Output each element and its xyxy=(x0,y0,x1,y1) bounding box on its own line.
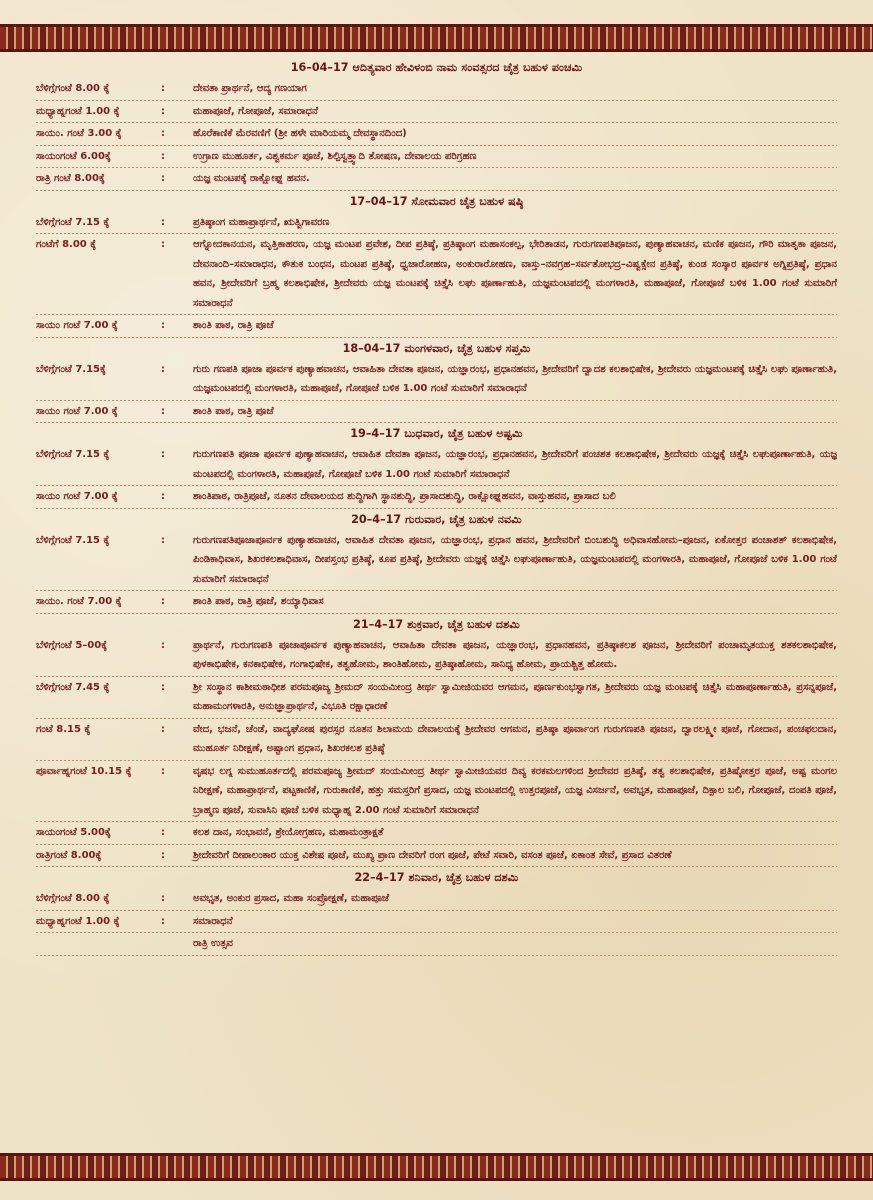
row-description: ಕಲಶ ದಾನ, ಸಂಭಾವನೆ, ಶ್ರೇಯೋಗ್ರಹಣ, ಮಹಾಮಂತ್ರಾಕ್ಷತೆ xyxy=(193,827,384,838)
row-time: ಮಧ್ಯಾಹ್ನಗಂಟೆ 1.00 ಕ್ಕೆ xyxy=(36,105,120,117)
row-separator: : xyxy=(161,216,165,228)
dotted-rule xyxy=(36,314,837,315)
schedule-row xyxy=(36,823,837,843)
schedule-row xyxy=(36,102,837,122)
row-description: ಪ್ರತಿಷ್ಠಾಂಗ ಮಹಾಪ್ರಾರ್ಥನೆ, ಋತ್ವಿಗಾವರಣ xyxy=(193,216,330,228)
row-separator: : xyxy=(161,405,165,417)
row-description: ಯಜ್ಞ ಮಂಟಪಕ್ಕೆ ರಾಕ್ಷೋಘ್ನ ಹವನ. xyxy=(193,173,310,184)
row-description: ಮಹಾಪೂಜೆ, ಗೋಪೂಜೆ, ಸಮಾರಾಧನೆ xyxy=(193,105,318,117)
row-time: ಬೆಳಿಗ್ಗೆಗಂಟೆ 5–00ಕ್ಕೆ xyxy=(36,639,108,651)
day-title: 19–4–17 ಬುಧವಾರ, ಚೈತ್ರ ಬಹುಳ ಅಷ್ಟಮಿ xyxy=(350,427,523,440)
row-separator: : xyxy=(161,128,165,139)
row-description: ಶಾಂತಿ ಪಾಠ, ರಾತ್ರಿ ಪೂಜೆ xyxy=(193,320,274,331)
schedule-row xyxy=(36,636,837,675)
row-separator: : xyxy=(161,681,165,693)
row-time: ಬೆಳಿಗ್ಗೆಗಂಟೆ 7.15 ಕ್ಕೆ xyxy=(36,216,110,228)
dotted-rule xyxy=(36,100,837,101)
day-title: 17–04–17 ಸೋಮವಾರ ಚೈತ್ರ ಬಹುಳ ಷಷ್ಠಿ xyxy=(349,194,524,208)
row-separator: : xyxy=(161,915,165,927)
dotted-rule xyxy=(36,866,837,867)
row-separator: : xyxy=(161,849,165,861)
row-separator: : xyxy=(161,491,165,502)
row-time: ರಾತ್ರಿ ಗಂಟೆ 8.00ಕ್ಕೆ xyxy=(36,173,105,184)
dotted-rule xyxy=(36,508,837,509)
dotted-rule xyxy=(36,676,837,677)
row-time: ಬೆಳಿಗ್ಗೆಗಂಟೆ 7.15 ಕ್ಕೆ xyxy=(36,534,110,546)
day-section xyxy=(36,58,837,191)
schedule-row xyxy=(36,316,837,336)
row-time: ಬೆಳಿಗ್ಗೆಗಂಟೆ 8.00 ಕ್ಕೆ xyxy=(36,83,110,94)
dotted-rule xyxy=(36,145,837,146)
dotted-rule xyxy=(36,233,837,234)
day-section xyxy=(36,510,837,614)
schedule-row xyxy=(36,720,837,759)
schedule-row xyxy=(36,592,837,612)
schedule-row xyxy=(36,445,837,484)
top-decorative-border xyxy=(0,24,873,52)
schedule-row xyxy=(36,169,837,189)
row-separator: : xyxy=(161,449,165,460)
row-separator: : xyxy=(161,239,165,250)
row-time: ಸಾಯಂ. ಗಂಟೆ 3.00 ಕ್ಕೆ xyxy=(36,128,122,139)
row-time: ಸಾಯಂ. ಗಂಟೆ 7.00 ಕ್ಕೆ xyxy=(36,596,122,607)
schedule-row xyxy=(36,402,837,422)
row-time: ಸಾಯಂ ಗಂಟೆ 7.00 ಕ್ಕೆ xyxy=(36,491,118,502)
dotted-rule xyxy=(36,400,837,401)
dotted-rule xyxy=(36,167,837,168)
row-separator: : xyxy=(161,723,165,735)
dotted-rule xyxy=(36,821,837,822)
row-description: ವೃಷಭ ಲಗ್ನ ಸುಮುಹೂರ್ತದಲ್ಲಿ ಪರಮಪೂಜ್ಯ ಶ್ರೀಮದ್ ಸಂಯಮೀಂದ್ರ ತೀರ್ಥ ಸ್ವಾಮೀಜಿಯವರ ದಿವ್ಯ ಕರಕಮಲಗಳಿಂದ ಶ್ರೀದೇವರ ಪ್ರತಿಷ್ಠೆ, ತತ್ವ ಕಲಶಾಭಿಷೇಕ, ಪ್ರತಿಷ್ಠೋತ್ತರ ಪೂಜೆ, ಅಷ್ಟ ಮಂಗಲ ನಿರೀಕ್ಷಣೆ, ಮಹಾಪ್ರಾರ್ಥನೆ, ಪಟ್ಟಕಾಣಿಕೆ, ಗುರುಕಾಣಿಕೆ, ಹತ್ತು ಸಮಸ್ತರಿಗೆ ಪ್ರಸಾದ, ಯಜ್ಞ ಮಂಟಪದಲ್ಲಿ ಉತ್ತರಪೂಜೆ, ಯಜ್ಞ ವಿಸರ್ಜನೆ, ಅವಭೃತ, ಮಹಾಪೂಜೆ, ದಿಕ್ಪಾಲ ಬಲಿ, ಗೋಪೂಜೆ, ದಂಪತಿ ಪೂಜೆ, ಬ್ರಾಹ್ಮಣ ಪೂಜೆ, ಸುವಾಸಿನಿ ಪೂಜೆ ಬಳಿಕ ಮಧ್ಯಾಹ್ನ 2.00 ಗಂಟೆ ಸುಮಾರಿಗೆ ಸಮಾರಾಧನೆ xyxy=(193,765,837,816)
day-section xyxy=(36,868,837,956)
row-description: ಗುರುಗಣಪತಿಪೂಜಾಪೂರ್ವಕ ಪುಣ್ಯಾಹವಾಚನ, ಆವಾಹಿತ ದೇವತಾ ಪೂಜನ, ಯಜ್ಞಾರಂಭ, ಪ್ರಧಾನ ಹವನ, ಶ್ರೀದೇವರಿಗೆ ಬಿಂಬಶುದ್ಧಿ ಅಧಿವಾಸಹೋಮ–ಪೂಜನ, ಏಕೋತ್ತರ ಪಂಚಾಶತ್ ಕಲಶಾಭಿಷೇಕ, ಪಿಂಡಿಕಾಧಿವಾಸ, ಶಿಖರಕಲಶಾಧಿವಾಸ, ದೀಪಸ್ತಂಭ ಪ್ರತಿಷ್ಠೆ, ಕೂಪ ಪ್ರತಿಷ್ಠೆ, ಶ್ರೀದೇವರು ಯಜ್ಞಕ್ಕೆ ಚಿತ್ತೈಸಿ ಲಘುಪೂರ್ಣಾಹುತಿ, ಯಜ್ಞಮಂಟಪದಲ್ಲಿ ಮಂಗಳಾರತಿ, ಮಹಾಪೂಜೆ, ಗೋಪೂಜೆ ಬಳಿಕ 1.00 ಗಂಟೆ ಸುಮಾರಿಗೆ ಸಮಾರಾಧನೆ xyxy=(193,534,837,585)
row-separator: : xyxy=(161,893,165,904)
row-separator: : xyxy=(161,363,165,375)
schedule-row xyxy=(36,678,837,717)
day-section xyxy=(36,424,837,509)
row-separator: : xyxy=(161,173,165,184)
row-description: ಹೊರೆಕಾಣಿಕೆ ಮೆರವಣಿಗೆ (ಶ್ರೀ ಹಳೇ ಮಾರಿಯಮ್ಮ ದೇವಸ್ಥಾನದಿಂದ) xyxy=(193,128,407,139)
row-description: ಶ್ರೀ ಸಂಸ್ಥಾನ ಕಾಶೀಮಠಾಧೀಶ ಪರಮಪೂಜ್ಯ ಶ್ರೀಮದ್ ಸಂಯಮೀಂದ್ರ ತೀರ್ಥ ಸ್ವಾಮೀಜಿಯವರ ಆಗಮನ, ಪೂರ್ಣಕುಂಭಸ್ವಾಗತ, ಶ್ರೀದೇವರು ಯಜ್ಞ ಮಂಟಪಕ್ಕೆ ಚಿತ್ತೈಸಿ ಮಹಾಪೂರ್ಣಾಹುತಿ, ಪ್ರಸನ್ನಪೂಜೆ, ಮಹಾಮಂಗಳಾರತಿ, ಅನುಜ್ಞಾಪ್ರಾರ್ಥನೆ, ವಿಭೂತಿ ರಕ್ಷಾಧಾರಣೆ xyxy=(193,681,837,712)
day-section xyxy=(36,192,837,338)
dotted-rule xyxy=(36,613,837,614)
dotted-rule xyxy=(36,718,837,719)
schedule-row xyxy=(36,487,837,507)
row-description: ಗುರು ಗಣಪತಿ ಪೂಜಾ ಪೂರ್ವಕ ಪುಣ್ಯಾಹವಾಚನ, ಆವಾಹಿತಾ ದೇವತಾ ಪೂಜನ, ಯಜ್ಞಾರಂಭ, ಪ್ರಧಾನಹವನ, ಶ್ರೀದೇವರಿಗೆ ದ್ವಾದಶ ಕಲಶಾಭಿಷೇಕ, ಶ್ರೀದೇವರು ಯಜ್ಞಮಂಟಪಕ್ಕೆ ಚಿತ್ತೈಸಿ ಲಘು ಪೂರ್ಣಾಹುತಿ, ಯಜ್ಞಮಂಟಪದಲ್ಲಿ ಮಂಗಳಾರತಿ, ಮಹಾಪೂಜೆ, ಗೋಪೂಜೆ ಬಳಿಕ 1.00 ಗಂಟೆ ಸುಮಾರಿಗೆ ಸಮಾರಾಧನೆ xyxy=(193,363,837,394)
day-title: 21–4–17 ಶುಕ್ರವಾರ, ಚೈತ್ರ ಬಹುಳ ದಶಮಿ xyxy=(353,617,520,631)
row-separator: : xyxy=(161,827,165,838)
dotted-rule xyxy=(36,760,837,761)
row-time: ಬೆಳಿಗ್ಗೆಗಂಟೆ 7.15ಕ್ಕೆ xyxy=(36,363,106,375)
row-separator: : xyxy=(161,639,165,651)
row-time: ಬೆಳಿಗ್ಗೆಗಂಟೆ 7.45 ಕ್ಕೆ xyxy=(36,681,110,693)
day-section xyxy=(36,615,837,868)
row-description: ಆಗ್ನೋದಕಾನಯನ, ಮೃತ್ತಿಕಾಹರಣ, ಯಜ್ಞ ಮಂಟಪ ಪ್ರವೇಶ, ದೀಪ ಪ್ರತಿಷ್ಠೆ, ಪ್ರತಿಷ್ಠಾಂಗ ಮಹಾಸಂಕಲ್ಪ, ಭೇರಿತಾಡನ, ಗುರುಗಣಪತಿಪೂಜನ, ಪುಣ್ಯಾಹವಾಚನ, ಮಣಿಕ ಪೂಜನ, ಗೌರಿ ಮಾತೃಕಾ ಪೂಜನ, ದೇವನಾಂದಿ–ಸಮಾರಾಧನ, ಕೌತುಕ ಬಂಧನ, ಮಂಟಪ ಪ್ರತಿಷ್ಠೆ, ಧ್ವಜಾರೋಹಣ, ಅಂಕುರಾರೋಹಣ, ವಾಸ್ತು–ನವಗ್ರಹ–ಸರ್ವತೋಭದ್ರ–ವಿಷ್ವಕ್ಸೇನ ಪ್ರತಿಷ್ಠೆ, ಕುಂಡ ಸಂಸ್ಕಾರ ಪೂರ್ವಕ ಅಗ್ನಿಪ್ರತಿಷ್ಠೆ, ಪ್ರಧಾನ ಹವನ, ಶ್ರೀದೇವರಿಗೆ ಬ್ರಹ್ಮ ಕಲಶಾಭಿಷೇಕ, ಶ್ರೀದೇವರು ಯಜ್ಞ ಮಂಟಪಕ್ಕೆ ಚಿತ್ತೈಸಿ ಲಘು ಪೂರ್ಣಾಹುತಿ, ಯಜ್ಞಮಂಟಪದಲ್ಲಿ ಮಂಗಳಾರತಿ, ಮಹಾಪೂಜೆ, ಗೋಪೂಜೆ ಬಳಿಕ 1.00 ಗಂಟೆ ಸುಮಾರಿಗೆ ಸಮಾರಾಧನೆ xyxy=(193,239,837,309)
schedule-row xyxy=(36,213,837,233)
day-title: 16–04–17 ಆದಿತ್ಯವಾರ ಹೇವಿಳಂಬಿ ನಾಮ ಸಂವತ್ಸರದ ಚೈತ್ರ ಬಹುಳ ಪಂಚಮಿ xyxy=(290,61,583,74)
row-separator: : xyxy=(161,105,165,117)
row-description: ವೇದ, ಭಜನೆ, ಚೆಂಡೆ, ವಾದ್ಯಘೋಷ ಪುರಸ್ಸರ ನೂತನ ಶಿಲಾಮಯ ದೇವಾಲಯಕ್ಕೆ ಶ್ರೀದೇವರ ಆಗಮನ, ಪ್ರತಿಷ್ಠಾ ಪೂರ್ವಾಂಗ ಗುರುಗಣಪತಿ ಪೂಜನ, ದ್ವಾರಲಕ್ಷ್ಮೀ ಪೂಜೆ, ಗೋದಾನ, ಪಂಚಫಲದಾನ, ಮುಹೂರ್ತ ನಿರೀಕ್ಷಣೆ, ಅಷ್ಟಾಂಗ ಪ್ರಧಾನ, ಶಿಖರಕಲಶ ಪ್ರತಿಷ್ಠೆ xyxy=(193,723,837,754)
schedule-row xyxy=(36,147,837,167)
row-time: ಬೆಳಿಗ್ಗೆಗಂಟೆ 7.15 ಕ್ಕೆ xyxy=(36,449,110,460)
row-description: ಸಮಾರಾಧನೆ xyxy=(193,915,233,927)
row-separator: : xyxy=(161,320,165,331)
dotted-rule xyxy=(36,190,837,191)
row-time: ರಾತ್ರಿಗಂಟೆ 8.00ಕ್ಕೆ xyxy=(36,849,102,861)
row-time: ಬೆಳಿಗ್ಗೆಗಂಟೆ 8.00 ಕ್ಕೆ xyxy=(36,893,110,904)
row-description: ಉಗ್ರಾಣ ಮುಹೂರ್ತ, ವಿಶ್ವಕರ್ಮ ಪೂಜೆ, ಶಿಲ್ಪಿಸ್ವತ್ತ್ವಾದಿ ತೋಷಣ, ದೇವಾಲಯ ಪರಿಗ್ರಹಣ xyxy=(193,150,477,162)
schedule-row xyxy=(36,124,837,144)
row-description: ಶ್ರೀದೇವರಿಗೆ ದೀಪಾಲಂಕಾರ ಯುಕ್ತ ವಿಶೇಷ ಪೂಜೆ, ಮುಖ್ಯ ಪ್ರಾಣ ದೇವರಿಗೆ ರಂಗ ಪೂಜೆ, ಪೇಟೆ ಸವಾರಿ, ವಸಂತ ಪೂಜೆ, ಏಕಾಂತ ಸೇವೆ, ಪ್ರಸಾದ ವಿತರಣೆ xyxy=(193,849,672,861)
row-time: ಸಾಯಂಗಂಟೆ 6.00ಕ್ಕೆ xyxy=(36,150,111,162)
schedule-row xyxy=(36,846,837,866)
schedule-row xyxy=(36,934,837,954)
dotted-rule xyxy=(36,337,837,338)
row-description: ಶಾಂತಿ ಪಾಠ, ರಾತ್ರಿ ಪೂಜೆ, ಶಯ್ಯಾಧಿವಾಸ xyxy=(193,596,324,607)
row-time: ಮಧ್ಯಾಹ್ನಗಂಟೆ 1.00 ಕ್ಕೆ xyxy=(36,915,120,927)
schedule-row xyxy=(36,235,837,313)
row-description: ದೇವತಾ ಪ್ರಾರ್ಥನೆ, ಆದ್ಯ ಗಣಯಾಗ xyxy=(193,83,307,94)
row-separator: : xyxy=(161,765,165,777)
schedule-row xyxy=(36,912,837,932)
schedule-row xyxy=(36,762,837,821)
schedule-row xyxy=(36,531,837,590)
row-separator: : xyxy=(161,534,165,546)
dotted-rule xyxy=(36,122,837,123)
schedule-row xyxy=(36,889,837,909)
row-description: ರಾತ್ರಿ ಉತ್ಸವ xyxy=(193,938,233,949)
row-description: ಪ್ರಾರ್ಥನೆ, ಗುರುಗಣಪತಿ ಪೂಜಾಪೂರ್ವಕ ಪುಣ್ಯಾಹವಾಚನ, ಆವಾಹಿತಾ ದೇವತಾ ಪೂಜನ, ಯಜ್ಞಾರಂಭ, ಪ್ರಧಾನಹವನ, ಪ್ರತಿಷ್ಠಾಕಲಶ ಪೂಜನ, ಶ್ರೀದೇವರಿಗೆ ಪಂಚಾಮೃತಯುಕ್ತ ಶತಕಲಶಾಭಿಷೇಕ, ಪುಳಕಾಭಿಷೇಕ, ಕನಕಾಭಿಷೇಕ, ಗಂಗಾಭಿಷೇಕ, ತತ್ವಹೋಮ, ಶಾಂತಿಹೋಮ, ಪ್ರತಿಷ್ಠಾಹೋಮ, ಸಾನಿಧ್ಯ ಹೋಮ, ಪ್ರಾಯಶ್ಚಿತ್ತ ಹೋಮ. xyxy=(193,639,837,670)
schedule-row xyxy=(36,360,837,399)
dotted-rule xyxy=(36,910,837,911)
row-separator: : xyxy=(161,596,165,607)
row-time: ಸಾಯಂ ಗಂಟೆ 7.00 ಕ್ಕೆ xyxy=(36,405,118,417)
day-title: 18–04–17 ಮಂಗಳವಾರ, ಚೈತ್ರ ಬಹುಳ ಸಪ್ತಮಿ xyxy=(342,341,531,355)
row-time: ಗಂಟೆ 8.15 ಕ್ಕೆ xyxy=(36,723,91,735)
row-time: ಪೂರ್ವಾಹ್ನಗಂಟೆ 10.15 ಕ್ಕೆ xyxy=(36,765,132,777)
row-time: ಸಾಯಂ ಗಂಟೆ 7.00 ಕ್ಕೆ xyxy=(36,320,118,331)
dotted-rule xyxy=(36,422,837,423)
bottom-decorative-border xyxy=(0,1153,873,1181)
dotted-rule xyxy=(36,955,837,956)
day-title: 20–4–17 ಗುರುವಾರ, ಚೈತ್ರ ಬಹುಳ ನವಮಿ xyxy=(351,512,522,526)
row-description: ಶಾಂತಿಪಾಠ, ರಾತ್ರಿಪೂಜೆ, ನೂತನ ದೇವಾಲಯದ ಶುದ್ಧಿಗಾಗಿ ಸ್ಥಾನಶುದ್ಧಿ, ಪ್ರಾಸಾದಶುದ್ಧಿ, ರಾಕ್ಷೋಘ್ನಹವನ, ವಾಸ್ತುಹವನ, ಪ್ರಾಸಾದ ಬಲಿ xyxy=(193,491,616,502)
dotted-rule xyxy=(36,932,837,933)
schedule-content xyxy=(36,58,837,1148)
row-description: ಶಾಂತಿ ಪಾಠ, ರಾತ್ರಿ ಪೂಜೆ xyxy=(193,405,274,417)
dotted-rule xyxy=(36,485,837,486)
row-time: ಸಾಯಂಗಂಟೆ 5.00ಕ್ಕೆ xyxy=(36,827,111,838)
schedule-row xyxy=(36,79,837,99)
dotted-rule xyxy=(36,844,837,845)
row-separator: : xyxy=(161,150,165,162)
row-separator: : xyxy=(161,83,165,94)
row-time: ಗಂಟೆಗೆ 8.00 ಕ್ಕೆ xyxy=(36,239,97,250)
dotted-rule xyxy=(36,590,837,591)
row-description: ಅವಭೃತ, ಅಂಕುರ ಪ್ರಸಾದ, ಮಹಾ ಸಂಪ್ರೋಕ್ಷಣೆ, ಮಹಾಪೂಜೆ xyxy=(193,893,390,904)
row-description: ಗುರುಗಣಪತಿ ಪೂಜಾ ಪೂರ್ವಕ ಪುಣ್ಯಾಹವಾಚನ, ಆವಾಹಿತ ದೇವತಾ ಪೂಜನ, ಯಜ್ಞಾರಂಭ, ಪ್ರಧಾನಹವನ, ಶ್ರೀದೇವರಿಗೆ ಪಂಚಶತ ಕಲಶಾಭಿಷೇಕ, ಶ್ರೀದೇವರು ಯಜ್ಞಕ್ಕೆ ಚಿತ್ತೈಸಿ ಲಘುಪೂರ್ಣಾಹುತಿ, ಯಜ್ಞ ಮಂಟಪದಲ್ಲಿ ಮಂಗಳಾರತಿ, ಮಹಾಪೂಜೆ, ಗೋಪೂಜೆ ಬಳಿಕ 1.00 ಗಂಟೆ ಸುಮಾರಿಗೆ ಸಮಾರಾಧನೆ xyxy=(193,449,837,480)
day-title: 22–4–17 ಶನಿವಾರ, ಚೈತ್ರ ಬಹುಳ ದಶಮಿ xyxy=(354,871,519,884)
day-section xyxy=(36,339,837,424)
